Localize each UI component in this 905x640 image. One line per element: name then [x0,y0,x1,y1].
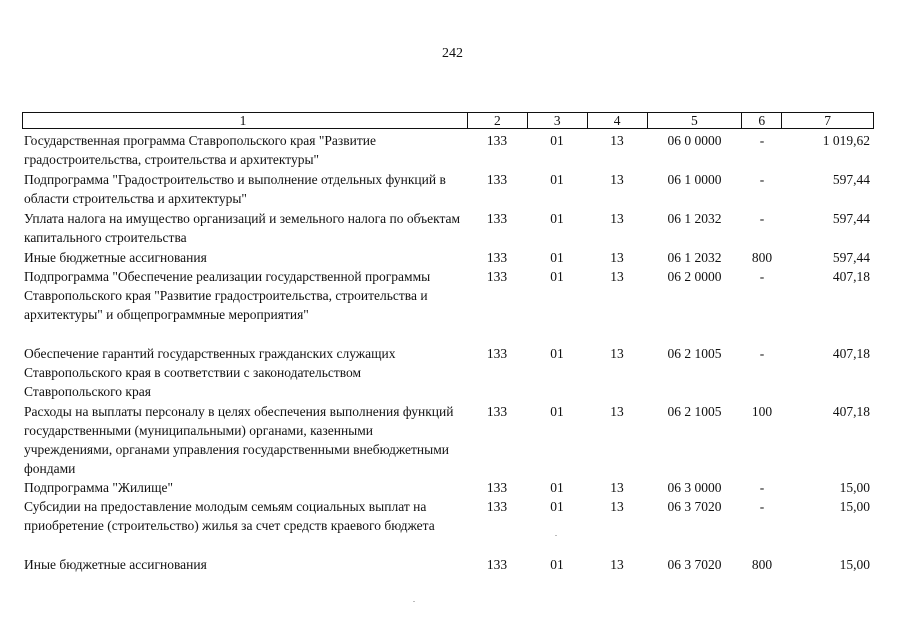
row-col-6: - [759,211,765,226]
row-col-6: - [759,133,765,148]
table-row [22,344,874,401]
header-col-1: 1 [239,113,247,128]
row-col-2: 133 [486,269,508,284]
row-col-5: 06 0 0000 [667,133,722,148]
row-col-4: 13 [610,250,624,265]
row-col-6: - [759,480,765,495]
row-col-5: 06 2 1005 [667,346,722,361]
table-row [22,555,874,574]
row-col-5: 06 3 0000 [667,480,722,495]
header-col-6: 6 [741,113,781,128]
row-col-5: 06 3 7020 [667,499,722,514]
row-col-3: 01 [550,172,564,187]
row-col-3: 01 [550,346,564,361]
row-col-2: 133 [486,557,508,572]
table-row [22,478,874,497]
row-col-7: 407,18 [832,404,870,419]
row-name: Субсидии на предоставление молодым семьям социальных выплат на приобретение (строительство) жилья за счет средств краевого бюджета [24,499,435,533]
row-col-4: 13 [610,269,624,284]
header-col-5: 5 [647,113,742,128]
row-col-4: 13 [610,211,624,226]
row-col-4: 13 [610,499,624,514]
row-col-7: 15,00 [839,557,870,572]
row-name: Иные бюджетные ассигнования [24,557,207,572]
row-col-3: 01 [550,404,564,419]
budget-table [22,112,874,572]
row-col-3: 01 [550,250,564,265]
row-col-2: 133 [486,404,508,419]
row-col-2: 133 [486,172,508,187]
row-col-6: - [759,499,765,514]
row-col-5: 06 1 2032 [667,250,722,265]
row-col-4: 13 [610,133,624,148]
row-col-7: 15,00 [839,480,870,495]
row-col-4: 13 [610,480,624,495]
table-row [22,209,874,247]
row-name: Расходы на выплаты персоналу в целях обеспечения выполнения функций государственными (муниципальными) органами, казенными учреждениями, органами управления государственными внебюджетными фондами [24,404,454,476]
row-col-5: 06 2 0000 [667,269,722,284]
row-col-3: 01 [550,211,564,226]
row-col-3: 01 [550,557,564,572]
table-row [22,131,874,169]
row-name: Уплата налога на имущество организаций и земельного налога по объектам капитального строительства [24,211,461,245]
row-col-3: 01 [550,269,564,284]
row-name: Государственная программа Ставропольского края "Развитие градостроительства, строительства и архитектуры" [24,133,376,167]
table-row [22,248,874,267]
row-col-5: 06 3 7020 [667,557,722,572]
row-col-4: 13 [610,557,624,572]
row-col-6: 100 [751,404,773,419]
row-col-2: 133 [486,133,508,148]
row-col-7: 597,44 [832,172,870,187]
row-col-2: 133 [486,346,508,361]
table-header-row [22,112,874,129]
header-col-2: 2 [467,113,527,128]
row-col-6: - [759,346,765,361]
row-col-6: - [759,269,765,284]
row-col-4: 13 [610,346,624,361]
row-col-7: 407,18 [832,269,870,284]
row-col-6: - [759,172,765,187]
table-row [22,170,874,208]
row-col-2: 133 [486,480,508,495]
row-col-4: 13 [610,404,624,419]
row-col-5: 06 1 0000 [667,172,722,187]
row-col-3: 01 [550,480,564,495]
row-col-5: 06 1 2032 [667,211,722,226]
row-name: Подпрограмма "Жилище" [24,480,174,495]
row-col-6: 800 [751,557,773,572]
header-col-4: 4 [587,113,647,128]
row-col-2: 133 [486,250,508,265]
row-col-3: 01 [550,133,564,148]
row-col-2: 133 [486,211,508,226]
row-col-6: 800 [751,250,773,265]
row-col-5: 06 2 1005 [667,404,722,419]
table-row [22,267,874,324]
scan-speck [413,601,415,602]
row-col-7: 1 019,62 [822,133,870,148]
row-name: Подпрограмма "Градостроительство и выполнение отдельных функций в области строительства и архитектуры" [24,172,446,206]
scan-speck [555,535,557,536]
row-name: Иные бюджетные ассигнования [24,250,207,265]
table-row [22,497,874,535]
row-name: Обеспечение гарантий государственных гражданских служащих Ставропольского края в соответствии с законодательством Ставропольского края [24,346,396,399]
page-number: 242 [442,46,463,61]
row-col-7: 15,00 [839,499,870,514]
row-name: Подпрограмма "Обеспечение реализации государственной программы Ставропольского края "Развитие градостроительства, строительства и архитектуры" и общепрограммные мероприятия" [24,269,431,322]
row-col-7: 407,18 [832,346,870,361]
row-col-3: 01 [550,499,564,514]
row-col-7: 597,44 [832,211,870,226]
row-col-2: 133 [486,499,508,514]
header-col-7: 7 [781,113,873,128]
row-col-7: 597,44 [832,250,870,265]
row-col-4: 13 [610,172,624,187]
table-row [22,402,874,478]
header-col-3: 3 [527,113,587,128]
